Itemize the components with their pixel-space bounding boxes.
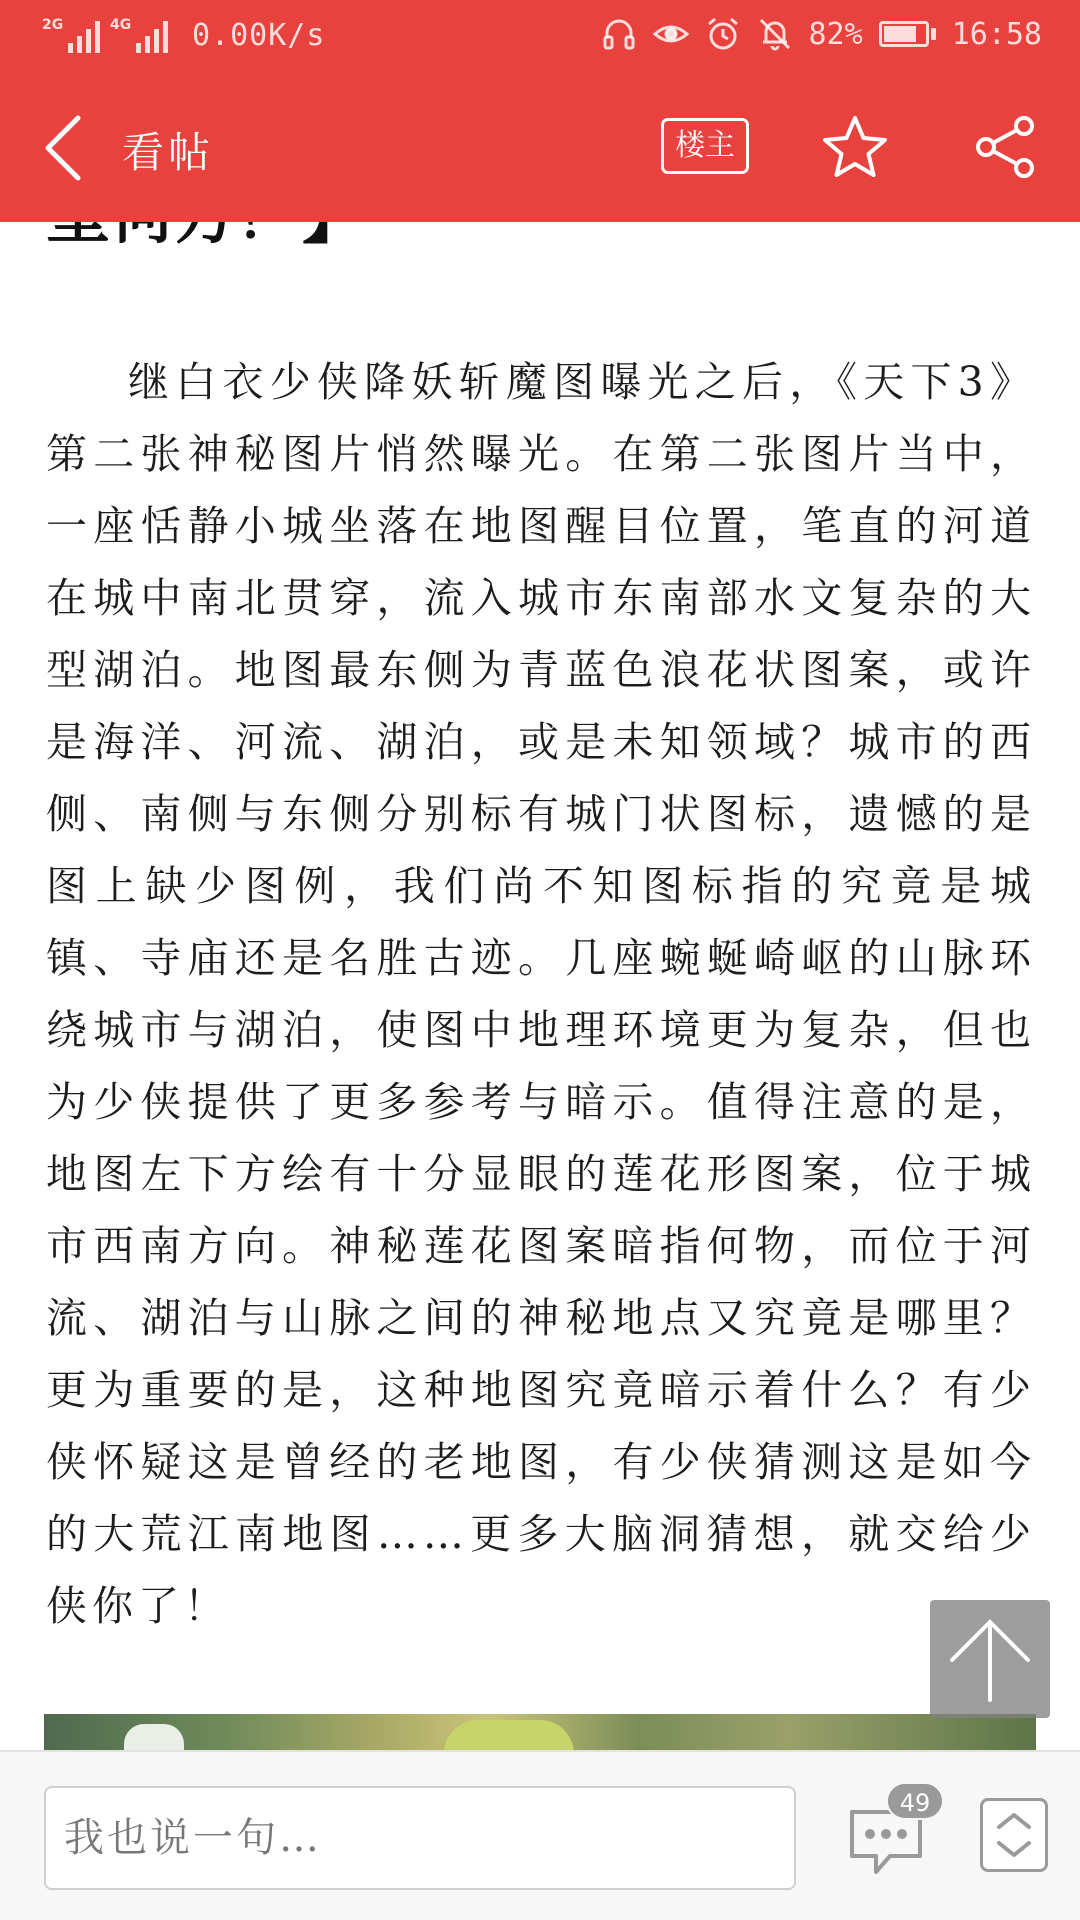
page-scroll-button[interactable] <box>980 1798 1048 1872</box>
arrow-up-icon <box>930 1600 1050 1718</box>
clock: 16:58 <box>951 16 1042 52</box>
headphones-icon <box>601 16 637 52</box>
comment-input[interactable]: 我也说一句… <box>44 1786 796 1890</box>
status-right <box>601 16 1043 52</box>
back-to-top-button[interactable] <box>930 1600 1050 1718</box>
back-icon[interactable] <box>38 112 88 184</box>
map-image[interactable] <box>44 1714 1036 1754</box>
network-speed: 0.00K/s <box>192 18 326 53</box>
post-body-text: 继白衣少侠降妖斩魔图曝光之后，《天下3》第二张神秘图片悄然曝光。在第二张图片当中，一座恬静小城坐落在地图醒目位置，笔直的河道在城中南北贯穿，流入城市东南部水文复杂的大型湖泊。地图最东侧为青蓝色浪花状图案，或许是海洋、河流、湖泊，或是未知领域？城市的西侧、南侧与东侧分别标有城门状图标，遗憾的是图上缺少图例，我们尚不知图标指的究竟是城镇、寺庙还是名胜古迹。几座蜿蜒崎岖的山脉环绕城市与湖泊，使图中地理环境更为复杂，但也为少侠提供了更多参考与暗示。值得注意的是，地图左下方绘有十分显眼的莲花形图案，位于城市西南方向。神秘莲花图案暗指何物，而位于河流、湖泊与山脉之间的神秘地点又究竟是哪里？更为重要的是，这种地图究竟暗示着什么？有少侠怀疑这是曾经的老地图，有少侠猜测这是如今的大荒江南地图……更多大脑洞猜想，就交给少侠你了！ <box>46 358 1036 1630</box>
bell-mute-icon <box>757 16 793 52</box>
comment-count-badge: 49 <box>886 1782 944 1820</box>
author-only-button[interactable]: 楼主 <box>661 118 749 174</box>
share-icon[interactable] <box>972 114 1038 180</box>
status-left <box>42 18 325 53</box>
page-title: 看帖 <box>122 128 215 177</box>
up-down-chevron-icon <box>983 1801 1045 1869</box>
eye-icon <box>653 16 689 52</box>
signal-icon-1 <box>42 16 100 53</box>
signal-icon-2 <box>110 16 168 53</box>
battery-percent: 82% <box>808 16 863 52</box>
title-bar <box>0 74 1080 222</box>
battery-icon <box>879 21 936 47</box>
alarm-icon <box>705 16 741 52</box>
network-type-1: 2G <box>42 16 64 33</box>
post-content[interactable] <box>0 222 1080 1750</box>
bottom-bar <box>0 1750 1080 1920</box>
network-type-2: 4G <box>110 16 132 33</box>
status-bar <box>0 0 1080 74</box>
star-icon[interactable] <box>822 114 888 180</box>
